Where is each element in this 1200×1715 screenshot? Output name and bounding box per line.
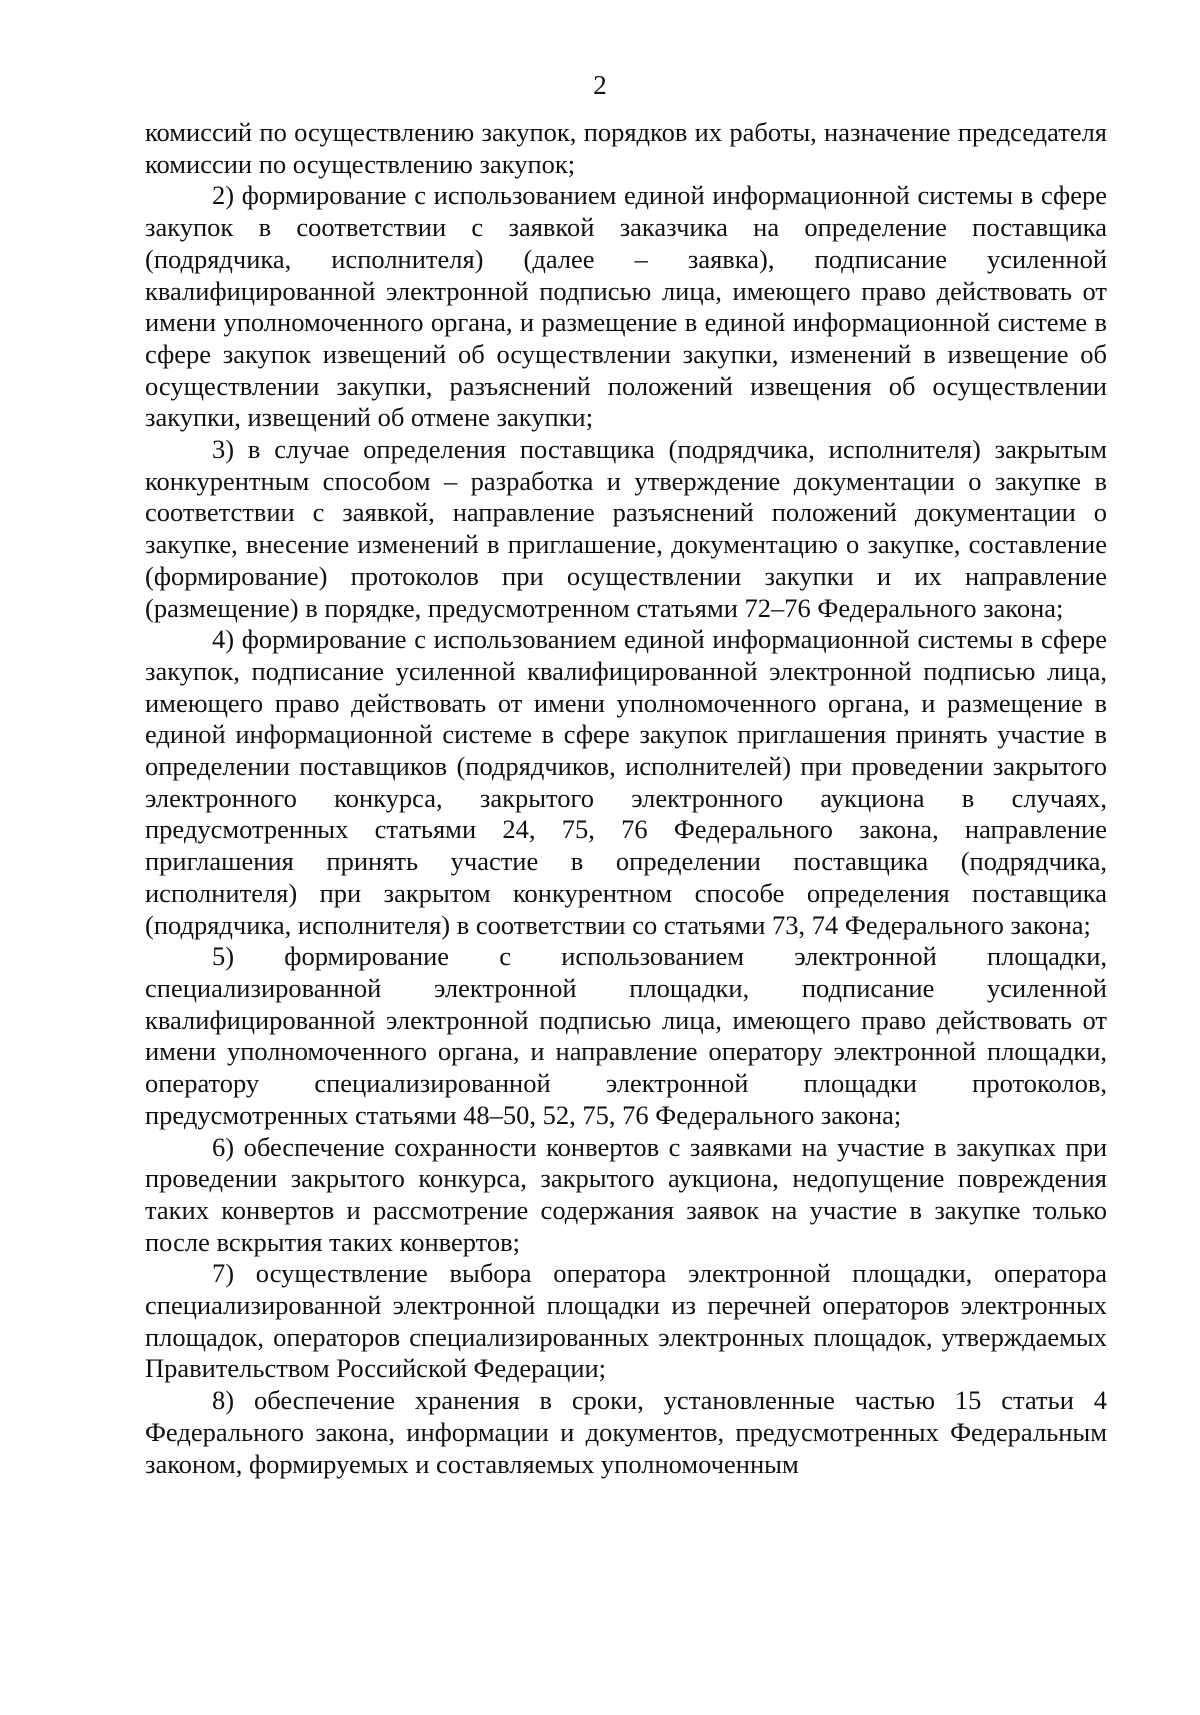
paragraph-item-8: 8) обеспечение хранения в сроки, установленные частью 15 статьи 4 Федерального закона, информации и документов, предусмотренных Федеральным законом, формируемых и составляемых уполномоченным [145, 1385, 1107, 1479]
document-body [145, 117, 1107, 1480]
paragraph-item-7: 7) осуществление выбора оператора электронной площадки, оператора специализированной электронной площадки из перечней операторов электронных площадок, операторов специализированных электронных площадок, утверждаемых Правительством Российской Федерации; [145, 1258, 1107, 1384]
paragraph-item-6: 6) обеспечение сохранности конвертов с заявками на участие в закупках при проведении закрытого конкурса, закрытого аукциона, недопущение повреждения таких конвертов и рассмотрение содержания заявок на участие в закупке только после вскрытия таких конвертов; [145, 1131, 1107, 1257]
paragraph-continuation: комиссий по осуществлению закупок, порядков их работы, назначение председателя комиссии по осуществлению закупок; [145, 117, 1107, 179]
paragraph-item-3: 3) в случае определения поставщика (подрядчика, исполнителя) закрытым конкурентным способом – разработка и утверждение документации о закупке в соответствии с заявкой, направление разъяснений положений документации о закупке, внесение изменений в приглашение, документацию о закупке, составление (формирование) протоколов при осуществлении закупки и их направление (размещение) в порядке, предусмотренном статьями 72–76 Федерального закона; [145, 434, 1107, 623]
page-number: 2 [593, 70, 607, 100]
paragraph-item-4: 4) формирование с использованием единой информационной системы в сфере закупок, подписание усиленной квалифицированной электронной подписью лица, имеющего право действовать от имени уполномоченного органа, и размещение в единой информационной системе в сфере закупок приглашения принять участие в определении поставщиков (подрядчиков, исполнителей) при проведении закрытого электронного конкурса, закрытого электронного аукциона в случаях, предусмотренных статьями 24, 75, 76 Федерального закона, направление приглашения принять участие в определении поставщика (подрядчика, исполнителя) при закрытом конкурентном способе определения поставщика (подрядчика, исполнителя) в соответствии со статьями 73, 74 Федерального закона; [145, 624, 1107, 940]
paragraph-item-5: 5) формирование с использованием электронной площадки, специализированной электронной площадки, подписание усиленной квалифицированной электронной подписью лица, имеющего право действовать от имени уполномоченного органа, и направление оператору электронной площадки, оператору специализированной электронной площадки протоколов, предусмотренных статьями 48–50, 52, 75, 76 Федерального закона; [145, 941, 1107, 1130]
paragraph-item-2: 2) формирование с использованием единой информационной системы в сфере закупок в соответствии с заявкой заказчика на определение поставщика (подрядчика, исполнителя) (далее – заявка), подписание усиленной квалифицированной электронной подписью лица, имеющего право действовать от имени уполномоченного органа, и размещение в единой информационной системе в сфере закупок извещений об осуществлении закупки, изменений в извещение об осуществлении закупки, разъяснений положений извещения об осуществлении закупки, извещений об отмене закупки; [145, 180, 1107, 433]
